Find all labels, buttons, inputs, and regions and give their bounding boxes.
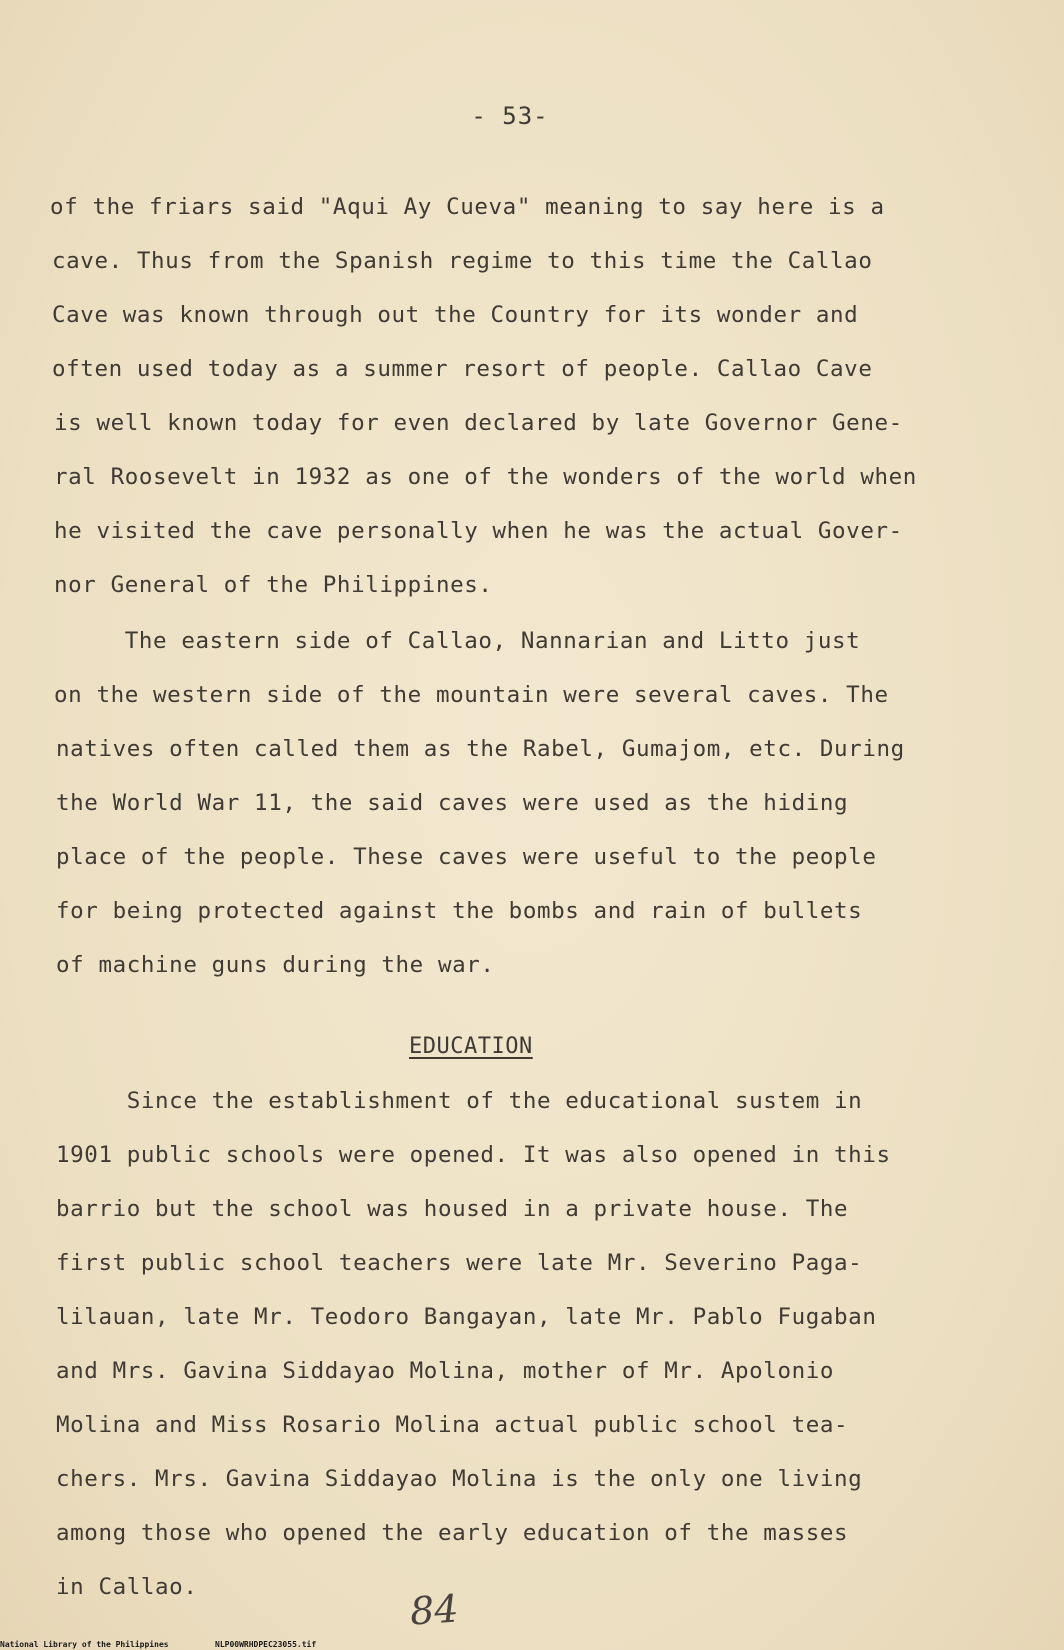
text-line: Cave was known through out the Country for its wonder and	[52, 302, 859, 328]
section-heading: EDUCATION	[409, 1034, 533, 1059]
footer-filename: NLP00WRHDPEC23055.tif	[215, 1640, 317, 1649]
text-line: first public school teachers were late Mr. Severino Paga-	[56, 1250, 863, 1276]
footer-source: National Library of the Philippines	[0, 1640, 169, 1649]
text-line: lilauan, late Mr. Teodoro Bangayan, late Mr. Pablo Fugaban	[56, 1304, 877, 1330]
text-line: Since the establishment of the educational sustem in	[56, 1088, 863, 1114]
text-line: of the friars said "Aqui Ay Cueva" meaning to say here is a	[50, 194, 885, 220]
page-number: - 53-	[471, 102, 549, 130]
text-line: among those who opened the early education of the masses	[56, 1520, 849, 1546]
text-line: for being protected against the bombs and rain of bullets	[56, 898, 863, 924]
text-line: is well known today for even declared by late Governor Gene-	[54, 410, 903, 436]
footer	[0, 1640, 1064, 1650]
text-line: place of the people. These caves were useful to the people	[56, 844, 877, 870]
text-line: on the western side of the mountain were several caves. The	[54, 682, 889, 708]
text-line: of machine guns during the war.	[56, 952, 495, 978]
text-line: barrio but the school was housed in a private house. The	[56, 1196, 849, 1222]
text-line: the World War 11, the said caves were used as the hiding	[56, 790, 849, 816]
text-line: chers. Mrs. Gavina Siddayao Molina is the only one living	[56, 1466, 863, 1492]
text-line: natives often called them as the Rabel, Gumajom, etc. During	[56, 736, 905, 762]
text-line: and Mrs. Gavina Siddayao Molina, mother of Mr. Apolonio	[56, 1358, 835, 1384]
text-line: he visited the cave personally when he was the actual Gover-	[54, 518, 903, 544]
text-line: 1901 public schools were opened. It was also opened in this	[56, 1142, 891, 1168]
text-line: The eastern side of Callao, Nannarian and Litto just	[54, 628, 861, 654]
text-line: Molina and Miss Rosario Molina actual public school tea-	[56, 1412, 849, 1438]
handwritten-page-number: 84	[408, 1586, 460, 1634]
text-line: in Callao.	[56, 1574, 198, 1600]
text-line: often used today as a summer resort of people. Callao Cave	[52, 356, 873, 382]
text-line: cave. Thus from the Spanish regime to this time the Callao	[52, 248, 873, 274]
text-line: ral Roosevelt in 1932 as one of the wonders of the world when	[54, 464, 917, 490]
text-line: nor General of the Philippines.	[54, 572, 493, 598]
